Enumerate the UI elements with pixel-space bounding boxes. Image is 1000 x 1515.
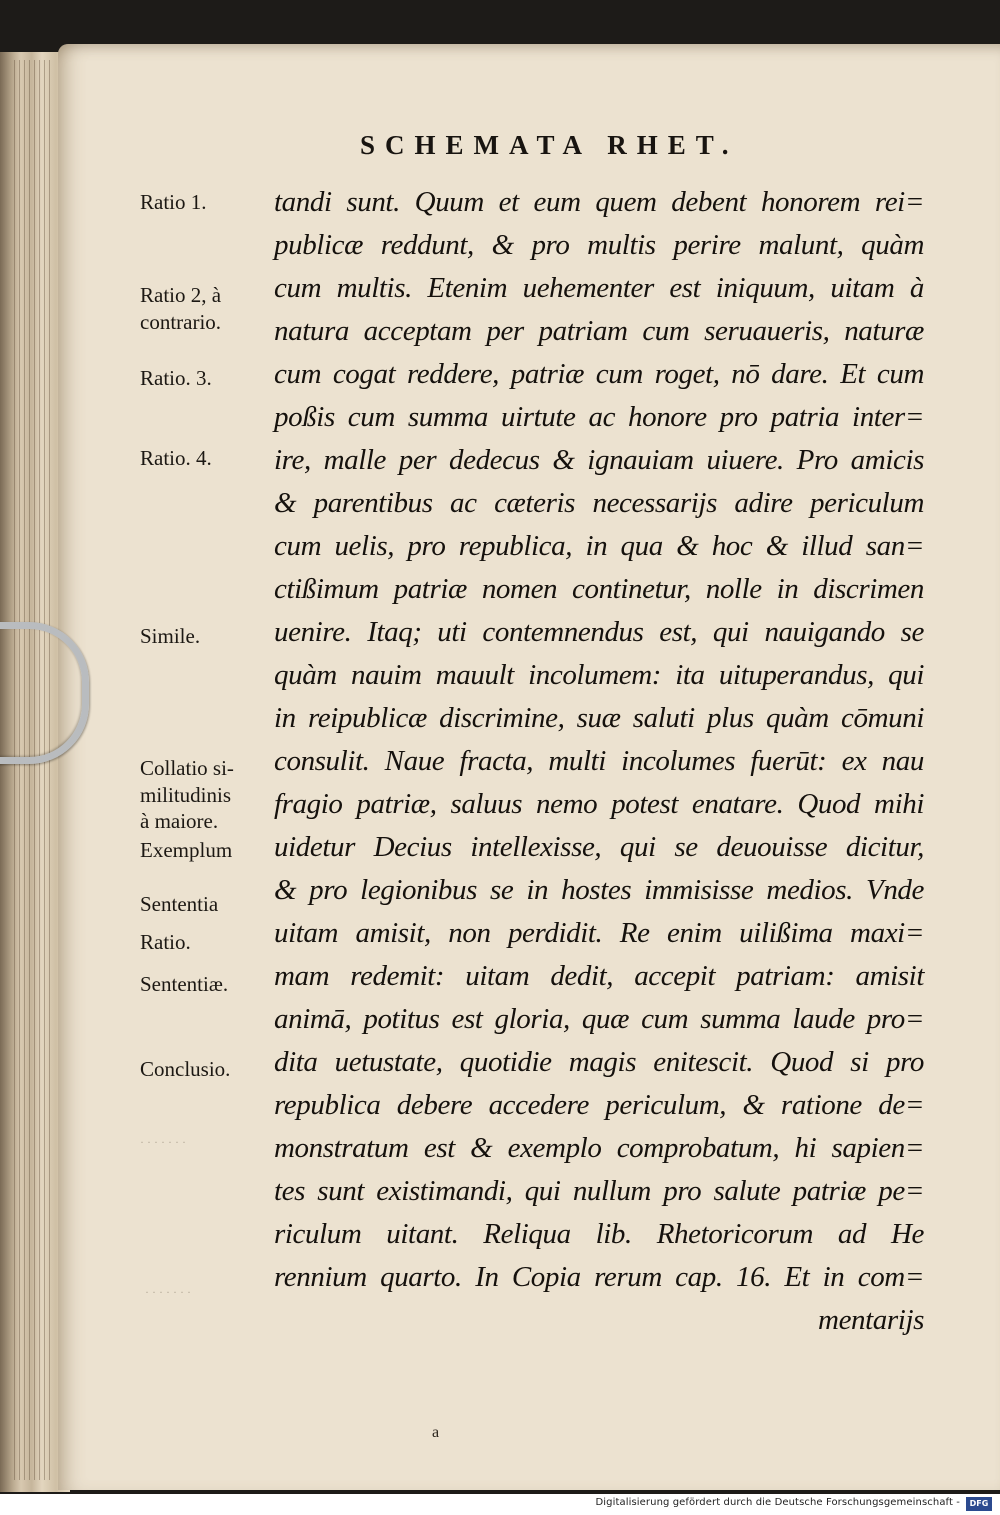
text-line: in reipublicæ discrimine, suæ saluti plus quàm cōmuni xyxy=(274,702,924,734)
text-line: mam redemit: uitam dedit, accepit patriam: amisit xyxy=(274,960,924,992)
text-line: rennium quarto. In Copia rerum cap. 16. Et in com= xyxy=(274,1261,924,1293)
margin-note-ratio-2: Ratio 2, à xyxy=(140,283,222,307)
text-line: poßis cum summa uirtute ac honore pro patria inter= xyxy=(274,401,924,433)
text-line: riculum uitant. Reliqua lib. Rhetoricorum ad He xyxy=(274,1218,924,1250)
text-line: fragio patriæ, saluus nemo potest enatare. Quod mihi xyxy=(274,788,924,820)
text-line: republica debere accedere periculum, & ratione de= xyxy=(274,1089,924,1121)
margin-note-ratio-4: Ratio. 4. xyxy=(140,446,212,470)
signature-mark: a xyxy=(432,1424,440,1441)
catchword: mentarijs xyxy=(818,1304,924,1336)
margin-note-sententia: Sententia xyxy=(140,892,219,916)
text-line: publicæ reddunt, & pro multis perire malunt, quàm xyxy=(274,229,924,261)
text-line: cum uelis, pro republica, in qua & hoc & illud san= xyxy=(274,530,924,562)
margin-note-exemplum: Exemplum xyxy=(140,838,233,862)
margin-note-maiore: à maiore. xyxy=(140,809,219,833)
margin-note-militudinis: militudinis xyxy=(140,783,232,807)
text-line: & pro legionibus se in hostes immisisse medios. Vnde xyxy=(274,874,924,906)
text-line: animā, potitus est gloria, quæ cum summa laude pro= xyxy=(274,1003,924,1035)
digitization-credit: Digitalisierung gefördert durch die Deutsche Forschungsgemeinschaft - xyxy=(595,1497,960,1508)
margin-note-contrario: contrario. xyxy=(140,310,222,334)
text-line: cum cogat reddere, patriæ cum roget, nō dare. Et cum xyxy=(274,358,924,390)
margin-note-ratio: Ratio. xyxy=(140,930,191,954)
text-line: uitam amisit, non perdidit. Re enim uilißima maxi= xyxy=(274,917,924,949)
text-line: tandi sunt. Quum et eum quem debent honorem rei= xyxy=(274,186,924,218)
margin-note-collatio: Collatio si- xyxy=(140,756,234,780)
text-line: quàm nauim mauult incolumem: ita uituperandus, qui xyxy=(274,659,924,691)
margin-note-simile: Simile. xyxy=(140,624,201,648)
text-line: tes sunt existimandi, qui nullum pro salute patriæ pe= xyxy=(274,1175,924,1207)
text-line: natura acceptam per patriam cum seruaueris, naturæ xyxy=(274,315,924,347)
margin-note-sententiae: Sententiæ. xyxy=(140,972,229,996)
text-line: uenire. Itaq; uti contemnendus est, qui nauigando se xyxy=(274,616,924,648)
text-line: & parentibus ac cæteris necessarijs adire periculum xyxy=(274,487,924,519)
text-line: monstratum est & exemplo comprobatum, hi sapien= xyxy=(274,1132,924,1164)
book-page-edge-lines xyxy=(14,60,54,1480)
margin-note-conclusio: Conclusio. xyxy=(140,1057,231,1081)
text-line: ire, malle per dedecus & ignauiam uiuere. Pro amicis xyxy=(274,444,924,476)
bleed-through-mark: · · · · · · · xyxy=(145,1285,191,1299)
text-line: cum multis. Etenim uehementer est iniquum, uitam à xyxy=(274,272,924,304)
text-line: ctißimum patriæ nomen continetur, nolle in discrimen xyxy=(274,573,924,605)
text-line: dita uetustate, quotidie magis enitescit. Quod si pro xyxy=(274,1046,924,1078)
text-line: uidetur Decius intellexisse, qui se deuouisse dicitur, xyxy=(274,831,924,863)
dfg-logo: DFG xyxy=(966,1497,992,1511)
margin-note-ratio-3: Ratio. 3. xyxy=(140,366,212,390)
bleed-through-mark: · · · · · · · xyxy=(140,1135,186,1149)
text-line: consulit. Naue fracta, multi incolumes fuerūt: ex nau xyxy=(274,745,924,777)
margin-note-ratio-1: Ratio 1. xyxy=(140,190,207,214)
running-header: SCHEMATA RHET. xyxy=(360,130,739,160)
